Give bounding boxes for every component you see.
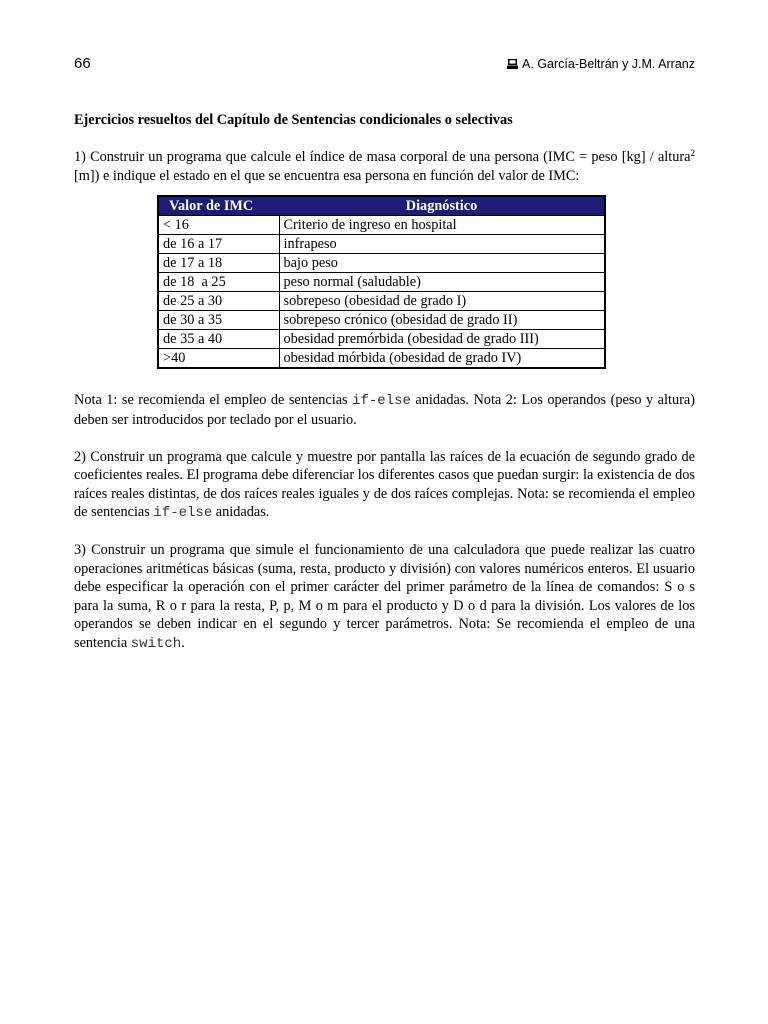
book-icon (507, 59, 518, 69)
code-if-else: if-else (352, 393, 411, 409)
exercise-2: 2) Construir un programa que calcule y muestre por pantalla las raíces de la ecuación de segundo grado de coeficientes reales. El programa debe diferenciar los diferentes casos que puedan surgir: la existencia de dos raíces reales distintas, de dos raíces reales iguales y de dos raíces complejas. Nota: se recomienda el empleo de sentencias if-else anidadas. (74, 448, 695, 521)
diagnosis-cell: sobrepeso (obesidad de grado I) (279, 292, 605, 311)
page-number: 66 (74, 55, 91, 72)
imc-value-cell: de 30 a 35 (158, 311, 279, 330)
exercise-1-note: Nota 1: se recomienda el empleo de sentencias if-else anidadas. Nota 2: Los operandos (peso y altura) deben ser introducidos por teclado por el usuario. (74, 392, 695, 428)
table-row (158, 292, 605, 311)
column-header-imc: Valor de IMC (158, 196, 279, 216)
table-row (158, 330, 605, 349)
imc-value-cell: de 17 a 18 (158, 254, 279, 273)
table-row (158, 235, 605, 254)
imc-value-cell: de 35 a 40 (158, 330, 279, 349)
table-row (158, 349, 605, 369)
running-head (507, 57, 695, 71)
exercise-1-intro: 1) Construir un programa que calcule el índice de masa corporal de una persona (IMC = peso [kg] / altura$^2$ [m]) e indique el estado en el que se encuentra esa persona en función del valor de IMC: (74, 148, 695, 184)
section-title: Ejercicios resueltos del Capítulo de Sentencias condicionales o selectivas (74, 112, 513, 128)
diagnosis-cell: peso normal (saludable) (279, 273, 605, 292)
diagnosis-cell: obesidad premórbida (obesidad de grado III) (279, 330, 605, 349)
column-header-diagnostico: Diagnóstico (279, 196, 605, 216)
table-row (158, 311, 605, 330)
code-if-else: if-else (153, 505, 213, 521)
imc-value-cell: < 16 (158, 216, 279, 235)
diagnosis-cell: bajo peso (279, 254, 605, 273)
diagnosis-cell: sobrepeso crónico (obesidad de grado II) (279, 311, 605, 330)
diagnosis-cell: obesidad mórbida (obesidad de grado IV) (279, 349, 605, 369)
authors-label: A. García-Beltrán y J.M. Arranz (522, 57, 695, 71)
exercise-3: 3) Construir un programa que simule el funcionamiento de una calculadora que puede realizar las cuatro operaciones aritméticas básicas (suma, resta, producto y división) con valores numéricos enteros. El usuario debe especificar la operación con el primer carácter del primer parámetro de la línea de comandos: S o s para la suma, R o r para la resta, P, p, M o m para el producto y D o d para la división. Los valores de los operandos se deben indicar en el segundo y tercer parámetros. Nota: Se recomienda el empleo de una sentencia switch. (74, 542, 695, 652)
table-row (158, 273, 605, 292)
page-header (74, 55, 695, 77)
diagnosis-cell: infrapeso (279, 235, 605, 254)
imc-value-cell: de 18 a 25 (158, 273, 279, 292)
code-switch: switch (130, 635, 182, 652)
imc-value-cell: de 25 a 30 (158, 292, 279, 311)
table-row (158, 216, 605, 235)
table-row (158, 254, 605, 273)
imc-value-cell: de 16 a 17 (158, 235, 279, 254)
imc-table (157, 195, 606, 369)
page-body (74, 111, 695, 653)
table-header-row (158, 196, 605, 216)
imc-value-cell: >40 (158, 349, 279, 369)
diagnosis-cell: Criterio de ingreso en hospital (279, 216, 605, 235)
